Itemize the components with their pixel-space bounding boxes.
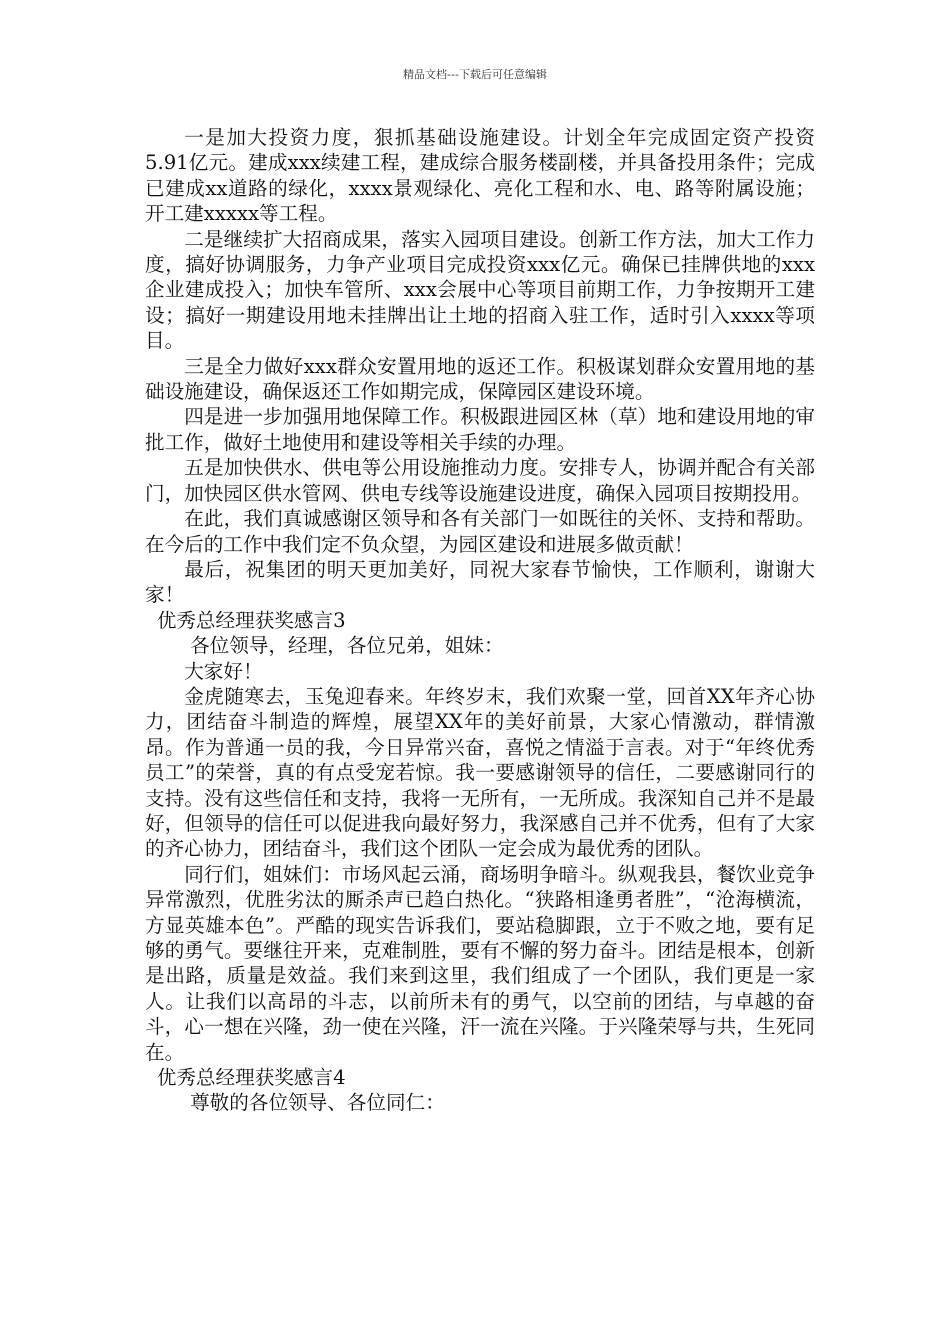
paragraph: 四是进一步加强用地保障工作。积极跟进园区林（草）地和建设用地的审批工作，做好土地使用和建设等相关手续的办理。 — [145, 405, 815, 454]
paragraph: 三是全力做好xxx群众安置用地的返还工作。积极谋划群众安置用地的基础设施建设，确保返还工作如期完成，保障园区建设环境。 — [145, 354, 815, 404]
section-heading: 优秀总经理获奖感言3 — [156, 608, 346, 632]
salutation: 尊敬的各位领导、各位同仁： — [190, 1091, 445, 1115]
page-header: 精品文档---下载后可任意编辑 — [403, 68, 547, 81]
paragraph: 同行们，姐妹们：市场风起云涌，商场明争暗斗。纵观我县，餐饮业竞争异常激烈，优胜劣汰的厮杀声已趋白热化。“狭路相逢勇者胜”，“沧海横流，方显英雄本色”。严酷的现实告诉我们，要站稳脚跟，立于不败之地，要有足够的勇气。要继往开来，克难制胜，要有不懈的努力奋斗。团结是根本，创新是出路，质量是效益。我们来到这里，我们组成了一个团队，我们更是一家人。让我们以高昂的斗志，以前所未有的勇气，以空前的团结，与卓越的奋斗，心一想在兴隆，劲一使在兴隆，汗一流在兴隆。于兴隆荣辱与共，生死同在。 — [145, 862, 815, 1064]
paragraph: 一是加大投资力度，狠抓基础设施建设。计划全年完成固定资产投资5.91亿元。建成xxx续建工程，建成综合服务楼副楼，并具备投用条件；完成已建成xx道路的绿化，xxxx景观绿化、亮化工程和水、电、路等附属设施；开工建xxxxx等工程。 — [145, 126, 815, 226]
section-heading: 优秀总经理获奖感言4 — [156, 1066, 346, 1090]
salutation: 各位领导，经理，各位兄弟，姐妹： — [190, 634, 504, 658]
paragraph: 金虎随寒去，玉兔迎春来。年终岁末，我们欢聚一堂，回首XX年齐心协力，团结奋斗制造的辉煌，展望XX年的美好前景，大家心情激动，群情激昂。作为普通一员的我，今日异常兴奋，喜悦之情溢于言表。对于“年终优秀员工”的荣誉，真的有点受宠若惊。我一要感谢领导的信任，二要感谢同行的支持。没有这些信任和支持，我将一无所有，一无所成。我深知自己并不是最好，但领导的信任可以促进我向最好努力，我深感自己并不优秀，但有了大家的齐心协力，团结奋斗，我们这个团队一定会成为最优秀的团队。 — [145, 684, 815, 861]
paragraph: 五是加快供水、供电等公用设施推动力度。安排专人，协调并配合有关部门，加快园区供水管网、供电专线等设施建设进度，确保入园项目按期投用。 — [145, 456, 815, 505]
paragraph: 在此，我们真诚感谢区领导和各有关部门一如既往的关怀、支持和帮助。在今后的工作中我们定不负众望，为园区建设和进展多做贡献！ — [145, 507, 815, 556]
paragraph: 二是继续扩大招商成果，落实入园项目建设。创新工作方法，加大工作力度，搞好协调服务，力争产业项目完成投资xxx亿元。确保已挂牌供地的xxx企业建成投入；加快车管所、xxx会展中心等项目前期工作，力争按期开工建设；搞好一期建设用地未挂牌出让土地的招商入驻工作，适时引入xxxx等项目。 — [145, 227, 815, 353]
paragraph: 最后，祝集团的明天更加美好，同祝大家春节愉快，工作顺利，谢谢大家！ — [145, 557, 815, 607]
document-body — [145, 125, 815, 1116]
paragraph: 大家好！ — [184, 659, 263, 683]
